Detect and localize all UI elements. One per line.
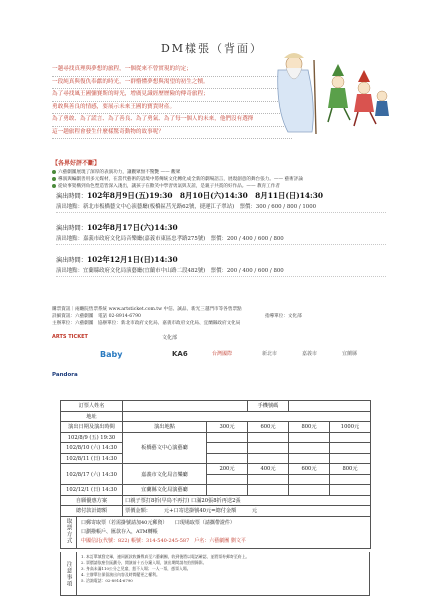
qty-field[interactable] (289, 474, 330, 485)
discount-label: 自願優惠方案 (61, 495, 123, 506)
venue-cell: 板橋藝文中心演藝廳 (123, 432, 207, 464)
note-item: 3. 身高未滿110公分之兒童，恕不入場；一人一票，憑票入場。 (81, 566, 191, 571)
qty-field[interactable] (330, 474, 371, 485)
green-child-character (328, 64, 350, 122)
show-banqiao (56, 190, 386, 213)
payment-lines (81, 519, 366, 546)
qty-field[interactable] (248, 474, 289, 485)
sponsor-logo: 文化部 (162, 335, 178, 341)
intro-block (52, 64, 292, 139)
info-links (52, 306, 382, 327)
show-date (56, 222, 386, 233)
review-text: 從故事架構到角色塑造皆深入淺出，讓孩子在歡笑中學習勇氣與友誼，是親子共賞的好作品。—— 教育工作者 (58, 184, 280, 189)
show-date-cell: 102/8/11 (日) 14:30 (61, 453, 123, 464)
show-date (56, 254, 386, 265)
sponsor-logo: 新北市 (262, 351, 278, 357)
show-venue-price (56, 202, 386, 210)
price-header: 300元 (207, 422, 248, 433)
order-form (60, 400, 370, 549)
qty-field[interactable] (207, 474, 248, 485)
show-date (56, 190, 386, 201)
price-header: 200元 (207, 464, 248, 475)
show-price: 票價：300 / 600 / 800 / 1000 (239, 204, 317, 210)
qty-field[interactable] (289, 432, 330, 443)
intro-line: 一趟尋找真理與夢想的旅程，一個從來不曾實現的約定； (52, 64, 292, 77)
show-venue-price (56, 266, 386, 274)
reviews-heading: 【各界好評不斷】 (52, 160, 101, 167)
price-header: 800元 (330, 464, 371, 475)
show-venue: 演出地點：宜蘭縣政府文化局演藝廳(宜蘭市中山路二段482號) (56, 268, 206, 274)
qty-field[interactable] (289, 453, 330, 464)
phone-field[interactable] (289, 401, 371, 412)
show-date-label: 演出時間： (56, 193, 87, 200)
intro-line: 勇敢與善良的情感，要展示未來王國的寶貴財產。 (52, 102, 292, 115)
venue-cell: 嘉義市文化局音樂廳 (123, 464, 207, 485)
notes-label: 注意事項 (65, 560, 72, 588)
note-item: 5. 洽詢電話：02-8914-6790 (81, 578, 133, 583)
notes-section (60, 552, 370, 596)
payment-label: 取票方式 (65, 517, 72, 545)
page-title: DM樣張（背面） (160, 42, 264, 55)
show-date-value: 102年8月9日(五)19:30 8月10日(六)14:30 8月11日(日)14:30 (86, 191, 324, 200)
sponsor-logo: KA6 (172, 350, 188, 358)
col-date-header: 演出日期及演出時間 (61, 422, 123, 433)
show-venue: 演出地點：新北市板橋藝文中心演藝廳(板橋區莒光路62號，捷運江子翠站) (56, 204, 235, 210)
characters-illustration (268, 50, 392, 136)
notes-label-cell (61, 552, 77, 596)
blue-child-character (375, 91, 389, 116)
sponsor-logo: 嘉義市 (302, 351, 318, 357)
payment-table (60, 517, 371, 549)
sponsor-logo: ARTS TICKET (52, 334, 88, 340)
qty-field[interactable] (330, 453, 371, 464)
price-header: 600元 (289, 464, 330, 475)
phone-label: 手機號碼 (248, 401, 289, 412)
payment-options (77, 517, 371, 549)
qty-field[interactable] (207, 432, 248, 443)
notes-list (81, 554, 367, 584)
bullet-icon (52, 177, 56, 181)
intro-line: 一段純真與復仇奉獻的時光，一群懵懂夢想與渴望的初生之犢。 (52, 77, 292, 90)
qty-field[interactable] (289, 485, 330, 496)
show-date-cell: 102/8/9 (五) 19:30 (61, 432, 123, 443)
price-header: 1000元 (330, 422, 371, 433)
name-field[interactable] (123, 401, 248, 412)
show-price: 票價：200 / 400 / 600 / 800 (210, 236, 284, 242)
qty-field[interactable] (330, 432, 371, 443)
note-item: 1. 本訂單填寫完畢，連同匯款收據傳真至六藝劇團，收到後將以電話確認，並將票券郵寄至府上。 (81, 554, 250, 559)
order-table (60, 400, 371, 517)
qty-field[interactable] (330, 443, 371, 454)
name-label: 訂票人姓名 (61, 401, 123, 412)
transfer-option[interactable]: 口劃撥帳戶、匯款存入，ATM轉帳 (81, 528, 158, 535)
bullet-icon (52, 184, 56, 188)
show-price: 票價：200 / 400 / 600 / 800 (210, 268, 284, 274)
qty-field[interactable] (207, 443, 248, 454)
show-venue-price (56, 234, 386, 242)
intro-line: 為了勇敢、為了謊言、為了善良、為了勇氣、為了每一個人的未來，他們沒有選擇 (52, 114, 292, 127)
qty-field[interactable] (289, 443, 330, 454)
show-date-cell: 102/12/1 (日) 14:30 (61, 485, 123, 496)
organizer-info-line: 主辦單位：六藝劇團 協辦單位：新北市政府文化局、嘉義市政府文化局、宜蘭縣政府文化局 (52, 321, 241, 326)
sponsor-logo: 台灣國際 (212, 351, 233, 357)
intro-line: 為了尋找風王國彌賽斯的時光，增廣見識經歷歷險的傳奇旅程； (52, 89, 292, 102)
review-item (52, 183, 382, 190)
bank-account-info: 中國信託(代號：822) 帳號：314-540-245-587 戶名：六藝劇團 劉文平 (81, 537, 246, 544)
col-venue-header: 演出地點 (123, 422, 207, 433)
sponsor-logo: Pandora (52, 372, 78, 378)
discount-options[interactable]: 口親子票打8折(早鳥不再打) 口滿20張8折再送2張 (123, 495, 371, 506)
qty-field[interactable] (330, 485, 371, 496)
price-header: 400元 (248, 464, 289, 475)
show-date-label: 演出時間： (56, 257, 87, 264)
show-chiayi (56, 222, 386, 245)
show-date-value: 102年8月17日(六)14:30 (86, 223, 178, 232)
qty-field[interactable] (248, 443, 289, 454)
address-label: 地址 (61, 411, 123, 422)
sponsor-logos (52, 332, 382, 394)
venue-cell: 宜蘭縣文化局演藝廳 (123, 485, 207, 496)
qty-field[interactable] (248, 432, 289, 443)
bullet-icon (52, 170, 56, 174)
qty-field[interactable] (248, 453, 289, 464)
review-item (52, 169, 382, 176)
show-date-cell: 102/8/10 (六) 14:30 (61, 443, 123, 454)
price-header: 800元 (289, 422, 330, 433)
qty-field[interactable] (207, 485, 248, 496)
qty-field[interactable] (248, 485, 289, 496)
sponsor-logo: 宜蘭縣 (342, 351, 358, 357)
review-text: 導演與編劇善用多元媒材，在當代藝術的語境中將傳統文化轉化成全新的劇場語言，展現創意的舞台張力。—— 藝術評論 (58, 177, 303, 182)
sage-character (278, 53, 316, 134)
review-text: 六藝劇團展現了深厚的表演功力，讓觀眾無不驚艷 —— 觀眾 (58, 170, 181, 175)
show-venue: 演出地點：嘉義市政府文化局音樂廳(嘉義市東區忠孝路275號) (56, 236, 206, 242)
show-date-value: 102年12月1日(日)14:30 (86, 255, 178, 264)
review-item (52, 176, 382, 183)
sponsor-logo: Baby (100, 350, 123, 359)
total-label: 總付款計總額 (61, 506, 123, 517)
address-field[interactable] (123, 411, 371, 422)
show-date-label: 演出時間： (56, 225, 87, 232)
price-header: 600元 (248, 422, 289, 433)
reviews-section (52, 158, 382, 190)
red-child-character (354, 70, 376, 126)
show-yilan (56, 254, 386, 277)
note-item: 4. 主辦單位保留演出內容及時間變更之權利。 (81, 572, 160, 577)
delivery-option[interactable]: 口郵寄取票（若需掛號請加40元郵資） 口現場取票（請攜帶證件） (81, 519, 235, 526)
payment-label-cell (61, 517, 77, 549)
total-field[interactable]: 票價金額： 元+口寄送掛號40元=總付金額 元 (123, 506, 371, 517)
ticket-info-line: 購票資訊｜兩廳院售票系統 www.artsticket.com.tw 中信、誠品、新光三越門市等各售票點 (52, 307, 242, 312)
show-date-cell: 102/8/17 (六) 14:30 (61, 464, 123, 485)
intro-line: 這一趟旅程會發生什麼樣驚奇動物的故事呢？ (52, 127, 292, 140)
contact-info-line: 詳細資訊：六藝劇團 電話 02-8914-6790 指導單位：文化部 (52, 314, 302, 319)
note-item: 2. 票價請依座位區劃分，開演前十五分鐘入場，演出期間請勿拍照錄影。 (81, 560, 207, 565)
qty-field[interactable] (207, 453, 248, 464)
